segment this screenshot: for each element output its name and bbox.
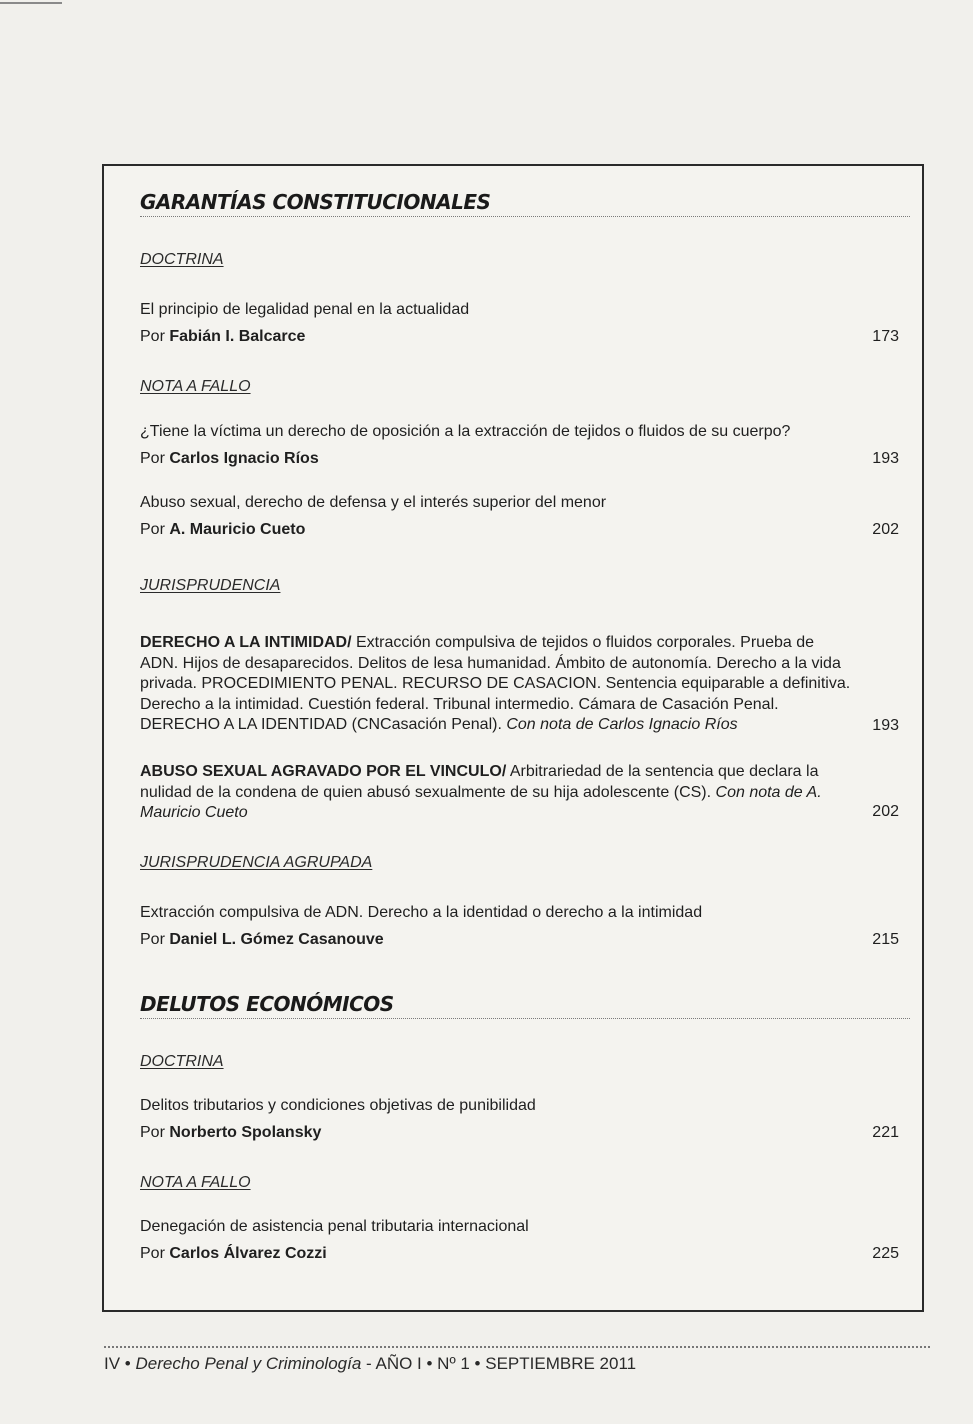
- by-label: Por: [140, 1245, 165, 1262]
- author-name: Fabián I. Balcarce: [169, 328, 306, 345]
- by-label: Por: [140, 521, 165, 538]
- entry-author-line: [140, 328, 305, 346]
- author-name: A. Mauricio Cueto: [169, 521, 306, 538]
- subheading-jurisprudencia-agrupada: JURISPRUDENCIA AGRUPADA: [140, 854, 373, 871]
- footer-folio: IV •: [104, 1354, 136, 1373]
- footer-journal-title: Derecho Penal y Criminología: [135, 1354, 362, 1373]
- top-edge-rule: [0, 2, 62, 4]
- page-number: 215: [872, 931, 899, 948]
- subheading-doctrina: DOCTRINA: [140, 251, 224, 268]
- page-number: 221: [872, 1124, 899, 1141]
- entry-title[interactable]: Delitos tributarios y condiciones objetivas de punibilidad: [140, 1097, 536, 1114]
- jurisprudence-text: Extracción compulsiva de tejidos o fluidos corporales. Prueba de ADN. Hijos de desaparecidos. Delitos de lesa humanidad. Ámbito de autonomía. Derecho a la vida privada. PROCEDIMIENTO PENAL. RECURSO DE CASACION. Sentencia equiparable a definitiva. Derecho a la intimidad. Cuestión federal. Tribunal intermedio. Cámara de Casación Penal. DERECHO A LA IDENTIDAD (CNCasación Penal).: [140, 634, 851, 734]
- page-number: 173: [872, 328, 899, 345]
- jurisprudence-keyword: DERECHO A LA INTIMIDAD/: [140, 634, 352, 651]
- entry-author-line: [140, 1124, 321, 1142]
- by-label: Por: [140, 931, 165, 948]
- page-number: 202: [872, 521, 899, 538]
- by-label: Por: [140, 328, 165, 345]
- jurisprudence-entry[interactable]: [140, 633, 852, 736]
- page-footer: [104, 1354, 636, 1374]
- page-number: 202: [872, 803, 899, 820]
- entry-author-line: [140, 521, 305, 539]
- entry-title[interactable]: Extracción compulsiva de ADN. Derecho a la identidad o derecho a la intimidad: [140, 904, 703, 921]
- author-name: Carlos Álvarez Cozzi: [169, 1245, 327, 1262]
- page-number: 193: [872, 450, 899, 467]
- entry-title[interactable]: El principio de legalidad penal en la actualidad: [140, 301, 470, 318]
- jurisprudence-note: Con nota de Carlos Ignacio Ríos: [506, 716, 738, 734]
- entry-title[interactable]: Abuso sexual, derecho de defensa y el interés superior del menor: [140, 494, 607, 511]
- by-label: Por: [140, 1124, 165, 1141]
- author-name: Daniel L. Gómez Casanouve: [169, 931, 384, 948]
- author-name: Carlos Ignacio Ríos: [169, 450, 319, 467]
- subheading-doctrina: DOCTRINA: [140, 1053, 224, 1070]
- subheading-nota-a-fallo: NOTA A FALLO: [140, 378, 251, 395]
- entry-title[interactable]: ¿Tiene la víctima un derecho de oposición a la extracción de tejidos o fluidos de su cuerpo?: [140, 423, 791, 440]
- entry-author-line: [140, 1245, 327, 1263]
- by-label: Por: [140, 450, 165, 467]
- footer-divider: [104, 1346, 930, 1348]
- subheading-jurisprudencia: JURISPRUDENCIA: [140, 577, 281, 594]
- page-number: 193: [872, 717, 899, 734]
- page-number: 225: [872, 1245, 899, 1262]
- jurisprudence-entry[interactable]: [140, 762, 852, 824]
- footer-issue: - AÑO I • Nº 1 • SEPTIEMBRE 2011: [361, 1354, 637, 1373]
- section-title-garantias: GARANTÍAS CONSTITUCIONALES: [140, 190, 910, 217]
- entry-title[interactable]: Denegación de asistencia penal tributaria internacional: [140, 1218, 529, 1235]
- jurisprudence-text: Arbitrariedad de la sentencia que declara la nulidad de la condena de quien abusó sexualmente de su hija adolescente (CS).: [140, 763, 819, 801]
- entry-author-line: [140, 931, 384, 949]
- entry-author-line: [140, 450, 319, 468]
- subheading-nota-a-fallo: NOTA A FALLO: [140, 1174, 251, 1191]
- jurisprudence-note: Con nota de A. Mauricio Cueto: [140, 783, 822, 822]
- author-name: Norberto Spolansky: [169, 1124, 322, 1141]
- jurisprudence-keyword: ABUSO SEXUAL AGRAVADO POR EL VINCULO/: [140, 763, 507, 780]
- section-title-delitos-economicos: DELUTOS ECONÓMICOS: [140, 992, 910, 1019]
